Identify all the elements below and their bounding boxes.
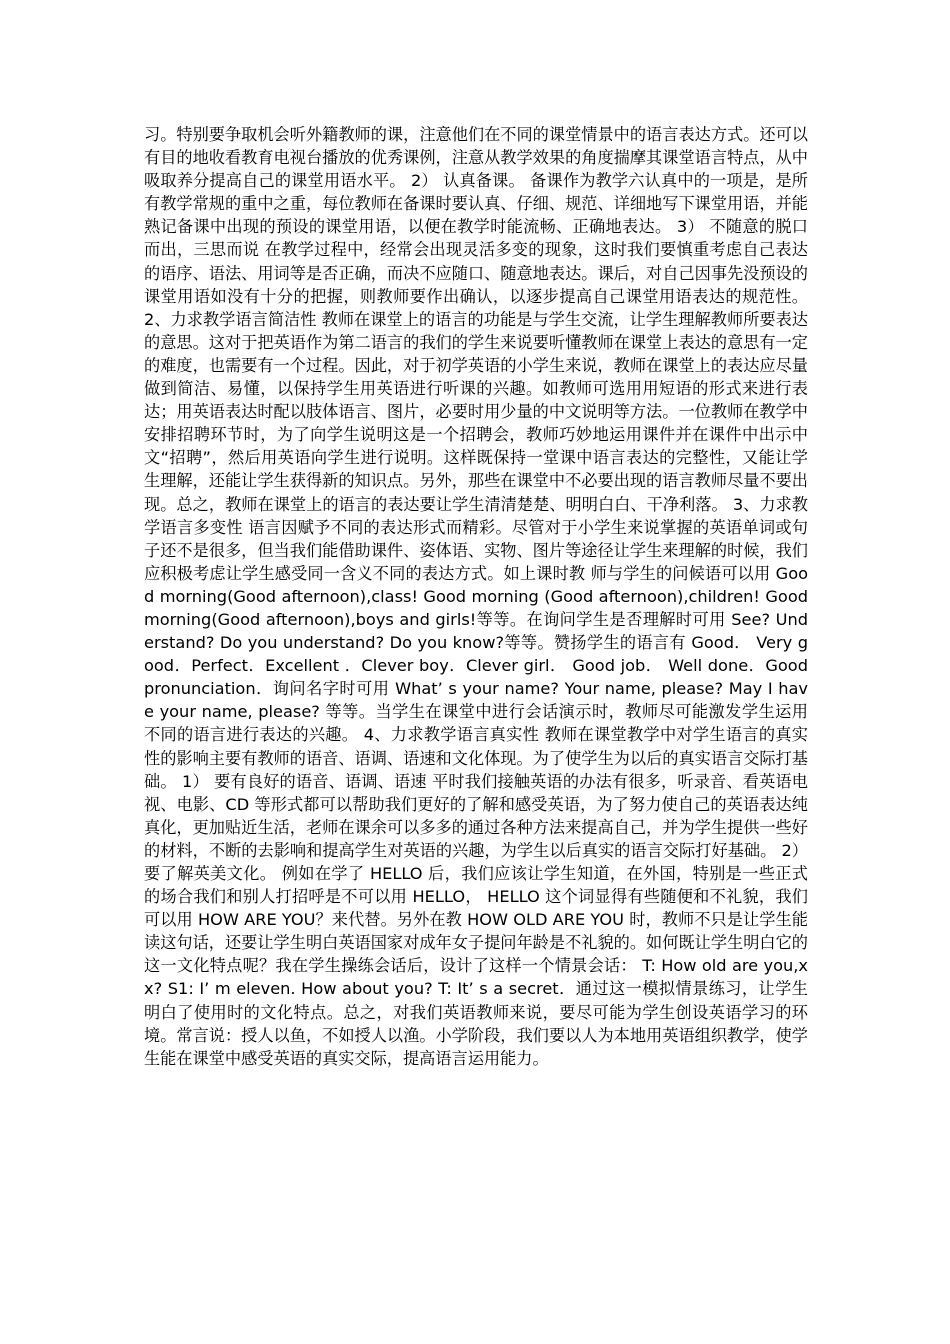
body-paragraph: 习。特别要争取机会听外籍教师的课，注意他们在不同的课堂情景中的语言表达方式。还可以有目的地收看教育电视台播放的优秀课例，注意从教学效果的角度揣摩其课堂语言特点，从中吸取养分提高自己的课堂用语水平。 2） 认真备课。 备课作为教学六认真中的一项是，是所有教学常规的重中之重，每位教师在备课时要认真、仔细、规范、详细地写下课堂用语，并能熟记备课中出现的预设的课堂用语，以便在教学时能流畅、正确地表达。 3） 不随意的脱口而出，三思而说 在教学过程中，经常会出现灵活多变的现象，这时我们要慎重考虑自己表达的语序、语法、用词等是否正确，而决不应随口、随意地表达。课后，对自己因事先没预设的课堂用语如没有十分的把握，则教师要作出确认，以逐步提高自己课堂用语表达的规范性。 2、力求教学语言简洁性 教师在课堂上的语言的功能是与学生交流，让学生理解教师所要表达的意思。这对于把英语作为第二语言的我们的学生来说要听懂教师在课堂上表达的意思有一定的难度，也需要有一个过程。因此，对于初学英语的小学生来说，教师在课堂上的表达应尽量做到简洁、易懂，以保持学生用英语进行听课的兴趣。如教师可选用用短语的形式来进行表达；用英语表达时配以肢体语言、图片，必要时用少量的中文说明等方法。一位教师在教学中安排招聘环节时，为了向学生说明这是一个招聘会，教师巧妙地运用课件并在课件中出示中文“招聘”，然后用英语向学生进行说明。这样既保持一堂课中语言表达的完整性，又能让学生理解，还能让学生获得新的知识点。另外，那些在课堂中不必要出现的语言教师尽量不要出现。总之，教师在课堂上的语言的表达要让学生清清楚楚、明明白白、干净利落。 3、力求教学语言多变性 语言因赋予不同的表达形式而精彩。尽管对于小学生来说掌握的英语单词或句子还不是很多，但当我们能借助课件、姿体语、实物、图片等途径让学生来理解的时候，我们应积极考虑让学生感受同一含义不同的表达方式。如上课时教 师与学生的问候语可以用 Good morning(Good afternoon),class! Good morning (Good afternoon),children! Good morning(Good afternoon),boys and girls!等等。在询问学生是否理解时可用 See? Understand? Do you understand? Do you know?等等。赞扬学生的语言有 Good． Very good．Perfect．Excellent ．Clever boy．Clever girl． Good job． Well done．Good pronunciation．询问名字时可用 What’ s your name? Your name, please? May I have your name, please? 等等。当学生在课堂中进行会话演示时，教师尽可能激发学生运用不同的语言进行表达的兴趣。 4、力求教学语言真实性 教师在课堂教学中对学生语言的真实性的影响主要有教师的语音、语调、语速和文化体现。为了使学生为以后的真实语言交际打基础。 1） 要有良好的语音、语调、语速 平时我们接触英语的办法有很多，听录音、看英语电视、电影、CD 等形式都可以帮助我们更好的了解和感受英语，为了努力使自己的英语表达纯真化，更加贴近生活，老师在课余可以多多的通过各种方法来提高自己，并为学生提供一些好的材料，不断的去影响和提高学生对英语的兴趣，为学生以后真实的语言交际打好基础。 2） 要了解英美文化。 例如在学了 HELLO 后，我们应该让学生知道，在外国，特别是一些正式的场合我们和别人打招呼是不可以用 HELLO， HELLO 这个词显得有些随便和不礼貌，我们可以用 HOW ARE YOU？来代替。另外在教 HOW OLD ARE YOU 时，教师不只是让学生能读这句话，还要让学生明白英语国家对成年女子提问年龄是不礼貌的。如何既让学生明白它的这一文化特点呢？我在学生操练会话后，设计了这样一个情景会话： T: How old are you,xx? S1: I’ m eleven. How about you? T: It’ s a secret．通过这一模拟情景练习，让学生明白了使用时的文化特点。总之，对我们英语教师来说，要尽可能为学生创设英语学习的环境。常言说：授人以鱼，不如授人以渔。小学阶段，我们要以人为本地用英语组织教学，使学生能在课堂中感受英语的真实交际，提高语言运用能力。 (144, 125, 808, 1068)
